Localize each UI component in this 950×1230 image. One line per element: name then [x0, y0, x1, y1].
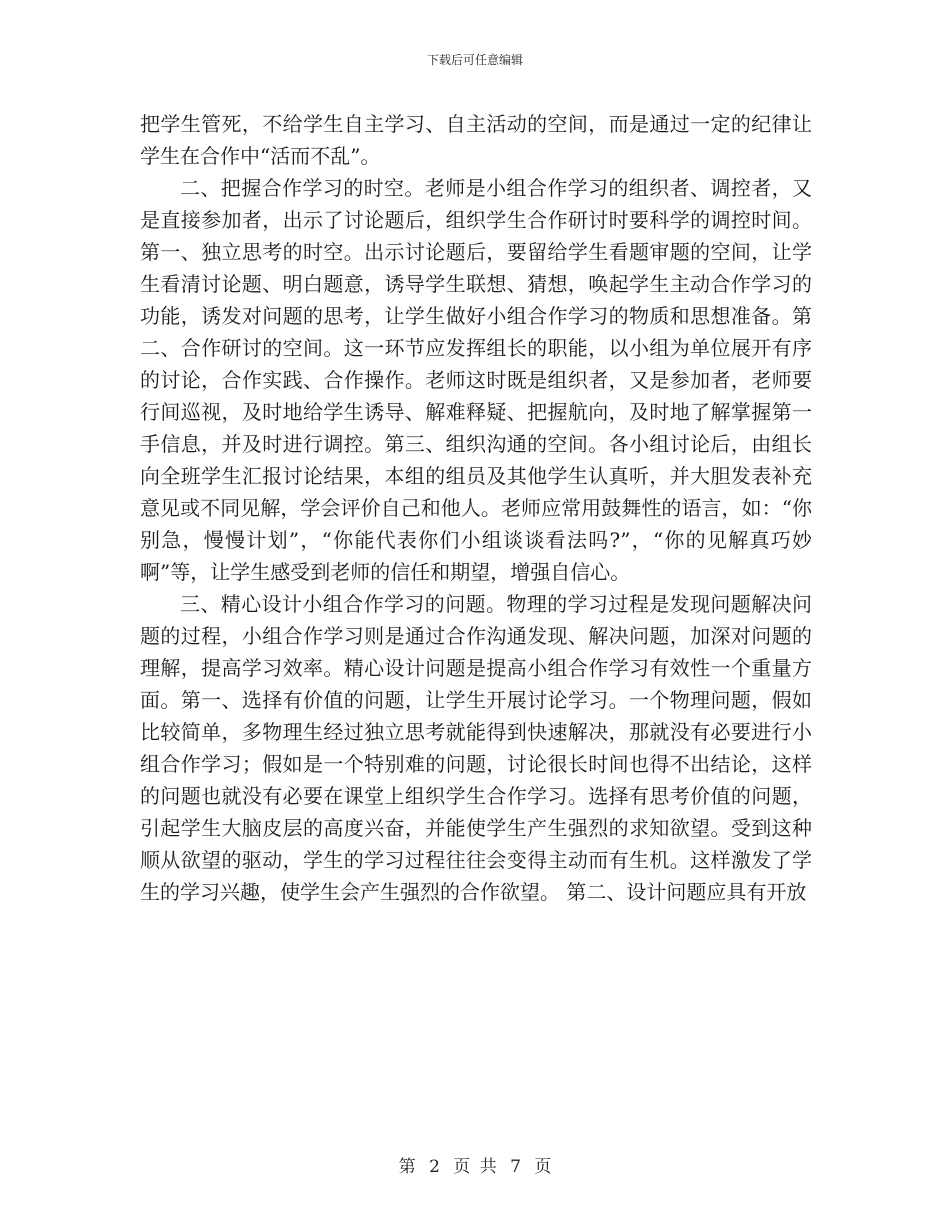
paragraph-1: 把学生管死，不给学生自主学习、自主活动的空间，而是通过一定的纪律让学生在合作中“活而不乱”。 — [140, 112, 812, 168]
footer-total-pages: 7 — [510, 1157, 521, 1177]
page-footer — [0, 1156, 950, 1178]
footer-suffix: 页 — [534, 1157, 552, 1177]
paragraph-2: 二、把握合作学习的时空。老师是小组合作学习的组织者、调控者，又是直接参加者，出示了讨论题后，组织学生合作研讨时要科学的调控时间。第一、独立思考的时空。出示讨论题后，要留给学生看题审题的空间，让学生看清讨论题、明白题意，诱导学生联想、猜想，唤起学生主动合作学习的功能，诱发对问题的思考，让学生做好小组合作学习的物质和思想准备。第二、合作研讨的空间。这一环节应发挥组长的职能，以小组为单位展开有序的讨论，合作实践、合作操作。老师这时既是组织者，又是参加者，老师要行间巡视，及时地给学生诱导、解难释疑、把握航向，及时地了解掌握第一手信息，并及时进行调控。第三、组织沟通的空间。各小组讨论后，由组长向全班学生汇报讨论结果，本组的组员及其他学生认真听，并大胆发表补充意见或不同见解，学会评价自己和他人。老师应常用鼓舞性的语言，如：“你别急，慢慢计划”，“你能代表你们小组谈谈看法吗?”，“你的见解真巧妙啊”等，让学生感受到老师的信任和期望，增强自信心。 — [140, 176, 812, 584]
footer-middle: 页 共 — [453, 1157, 497, 1177]
paragraph-3: 三、精心设计小组合作学习的问题。物理的学习过程是发现问题解决问题的过程，小组合作学习则是通过合作沟通发现、解决问题，加深对问题的理解，提高学习效率。精心设计问题是提高小组合作学习有效性一个重量方面。第一、选择有价值的问题，让学生开展讨论学习。一个物理问题，假如比较简单，多物理生经过独立思考就能得到快速解决，那就没有必要进行小组合作学习；假如是一个特别难的问题，讨论很长时间也得不出结论，这样的问题也就没有必要在课堂上组织学生合作学习。选择有思考价值的问题，引起学生大脑皮层的高度兴奋，并能使学生产生强烈的求知欲望。受到这种顺从欲望的驱动，学生的学习过程往往会变得主动而有生机。这样激发了学生的学习兴趣，使学生会产生强烈的合作欲望。 第二、设计问题应具有开放 — [140, 592, 812, 904]
page-header-note: 下载后可任意编辑 — [426, 53, 523, 67]
footer-page-number: 2 — [429, 1157, 440, 1177]
document-body — [140, 108, 812, 908]
footer-prefix: 第 — [398, 1157, 416, 1177]
